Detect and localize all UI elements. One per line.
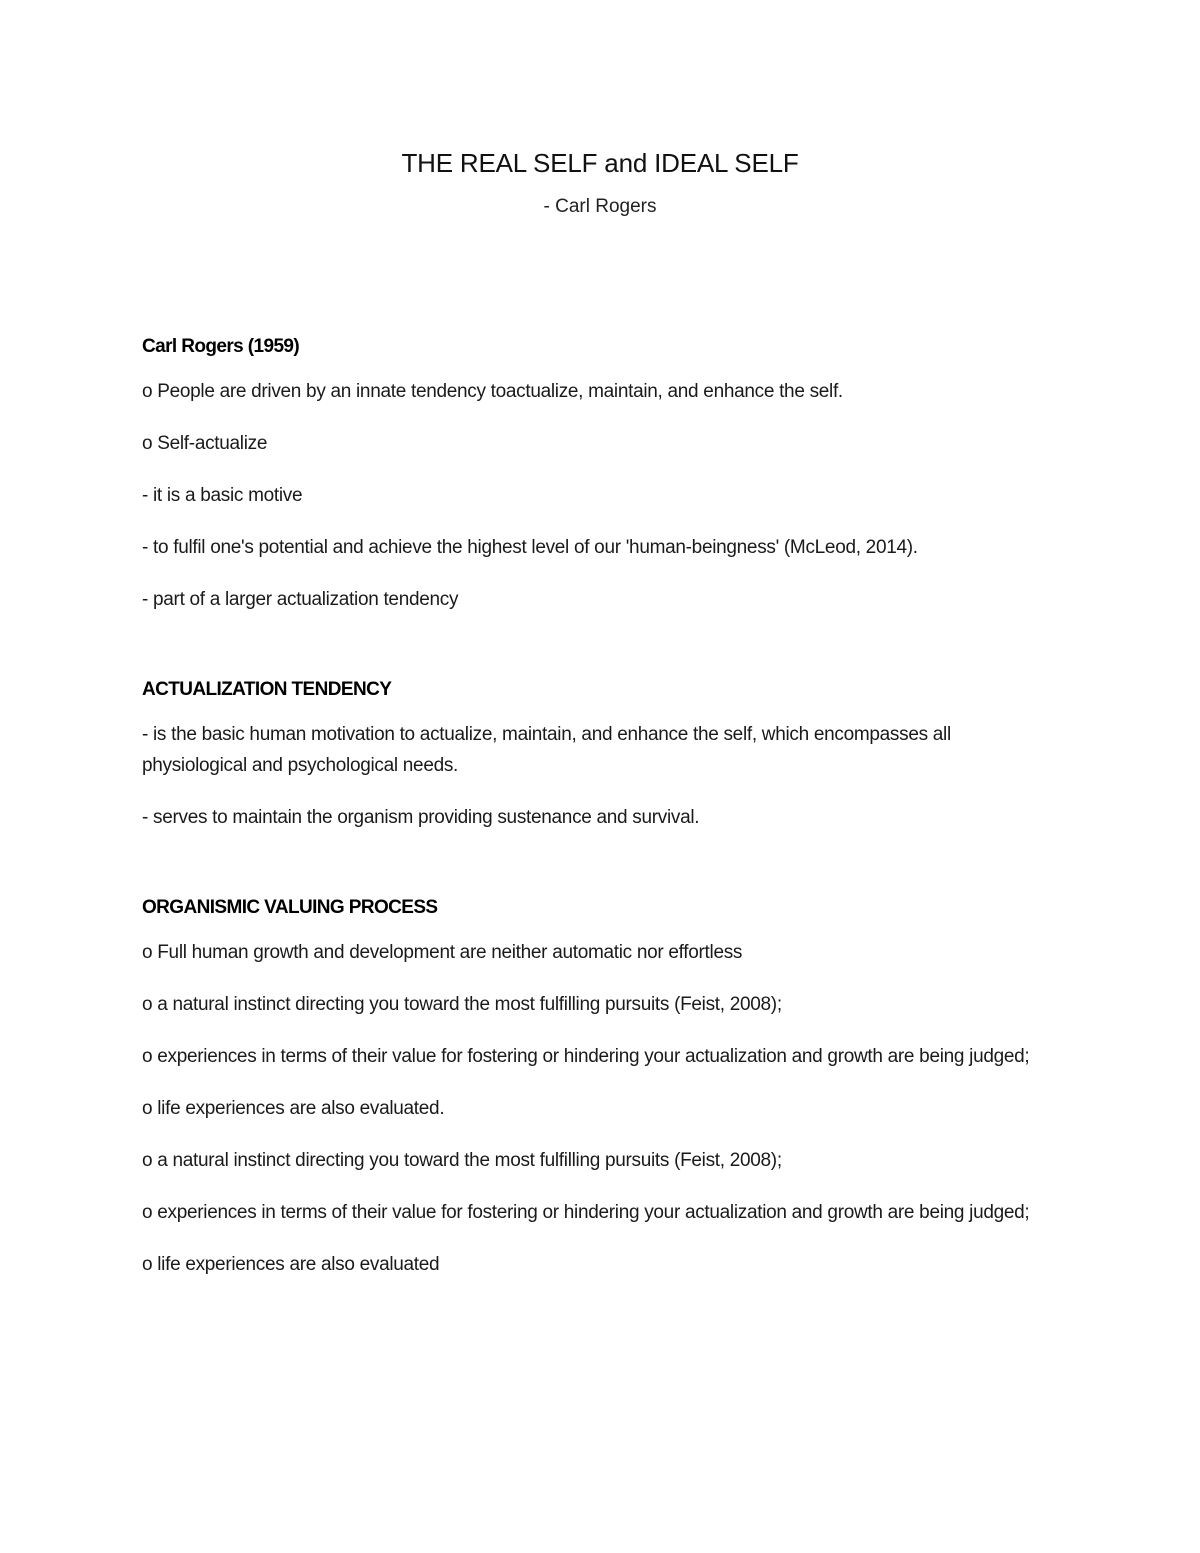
section-heading: Carl Rogers (1959)	[142, 336, 300, 357]
paragraph: o Full human growth and development are neither automatic nor effortless	[142, 942, 743, 963]
paragraph: o experiences in terms of their value for fostering or hindering your actualization and growth are being judged;	[142, 1046, 1030, 1067]
paragraph: o experiences in terms of their value for fostering or hindering your actualization and growth are being judged;	[142, 1202, 1030, 1223]
paragraph: o life experiences are also evaluated.	[142, 1098, 445, 1119]
paragraph: - is the basic human motivation to actualize, maintain, and enhance the self, which encompasses all physiological and psychological needs.	[142, 724, 951, 776]
paragraph: o a natural instinct directing you toward the most fulfilling pursuits (Feist, 2008);	[142, 994, 782, 1015]
document-body	[142, 146, 1058, 1280]
paragraph: - part of a larger actualization tendency	[142, 589, 459, 610]
paragraph: o a natural instinct directing you toward the most fulfilling pursuits (Feist, 2008);	[142, 1150, 782, 1171]
section-carl-rogers	[142, 334, 1058, 615]
paragraph: o life experiences are also evaluated	[142, 1254, 440, 1275]
document-title: THE REAL SELF and IDEAL SELF	[401, 148, 799, 178]
section-heading: ORGANISMIC VALUING PROCESS	[142, 897, 438, 918]
section-heading: ACTUALIZATION TENDENCY	[142, 679, 392, 700]
section-actualization-tendency	[142, 677, 1058, 833]
paragraph: - serves to maintain the organism providing sustenance and survival.	[142, 807, 700, 828]
paragraph: - it is a basic motive	[142, 485, 303, 506]
paragraph: o People are driven by an innate tendency toactualize, maintain, and enhance the self.	[142, 381, 843, 402]
paragraph: o Self-actualize	[142, 433, 268, 454]
section-organismic-valuing-process	[142, 895, 1058, 1280]
document-subtitle: - Carl Rogers	[543, 196, 657, 217]
paragraph: - to fulfil one's potential and achieve the highest level of our 'human-beingness' (McLeod, 2014).	[142, 537, 918, 558]
